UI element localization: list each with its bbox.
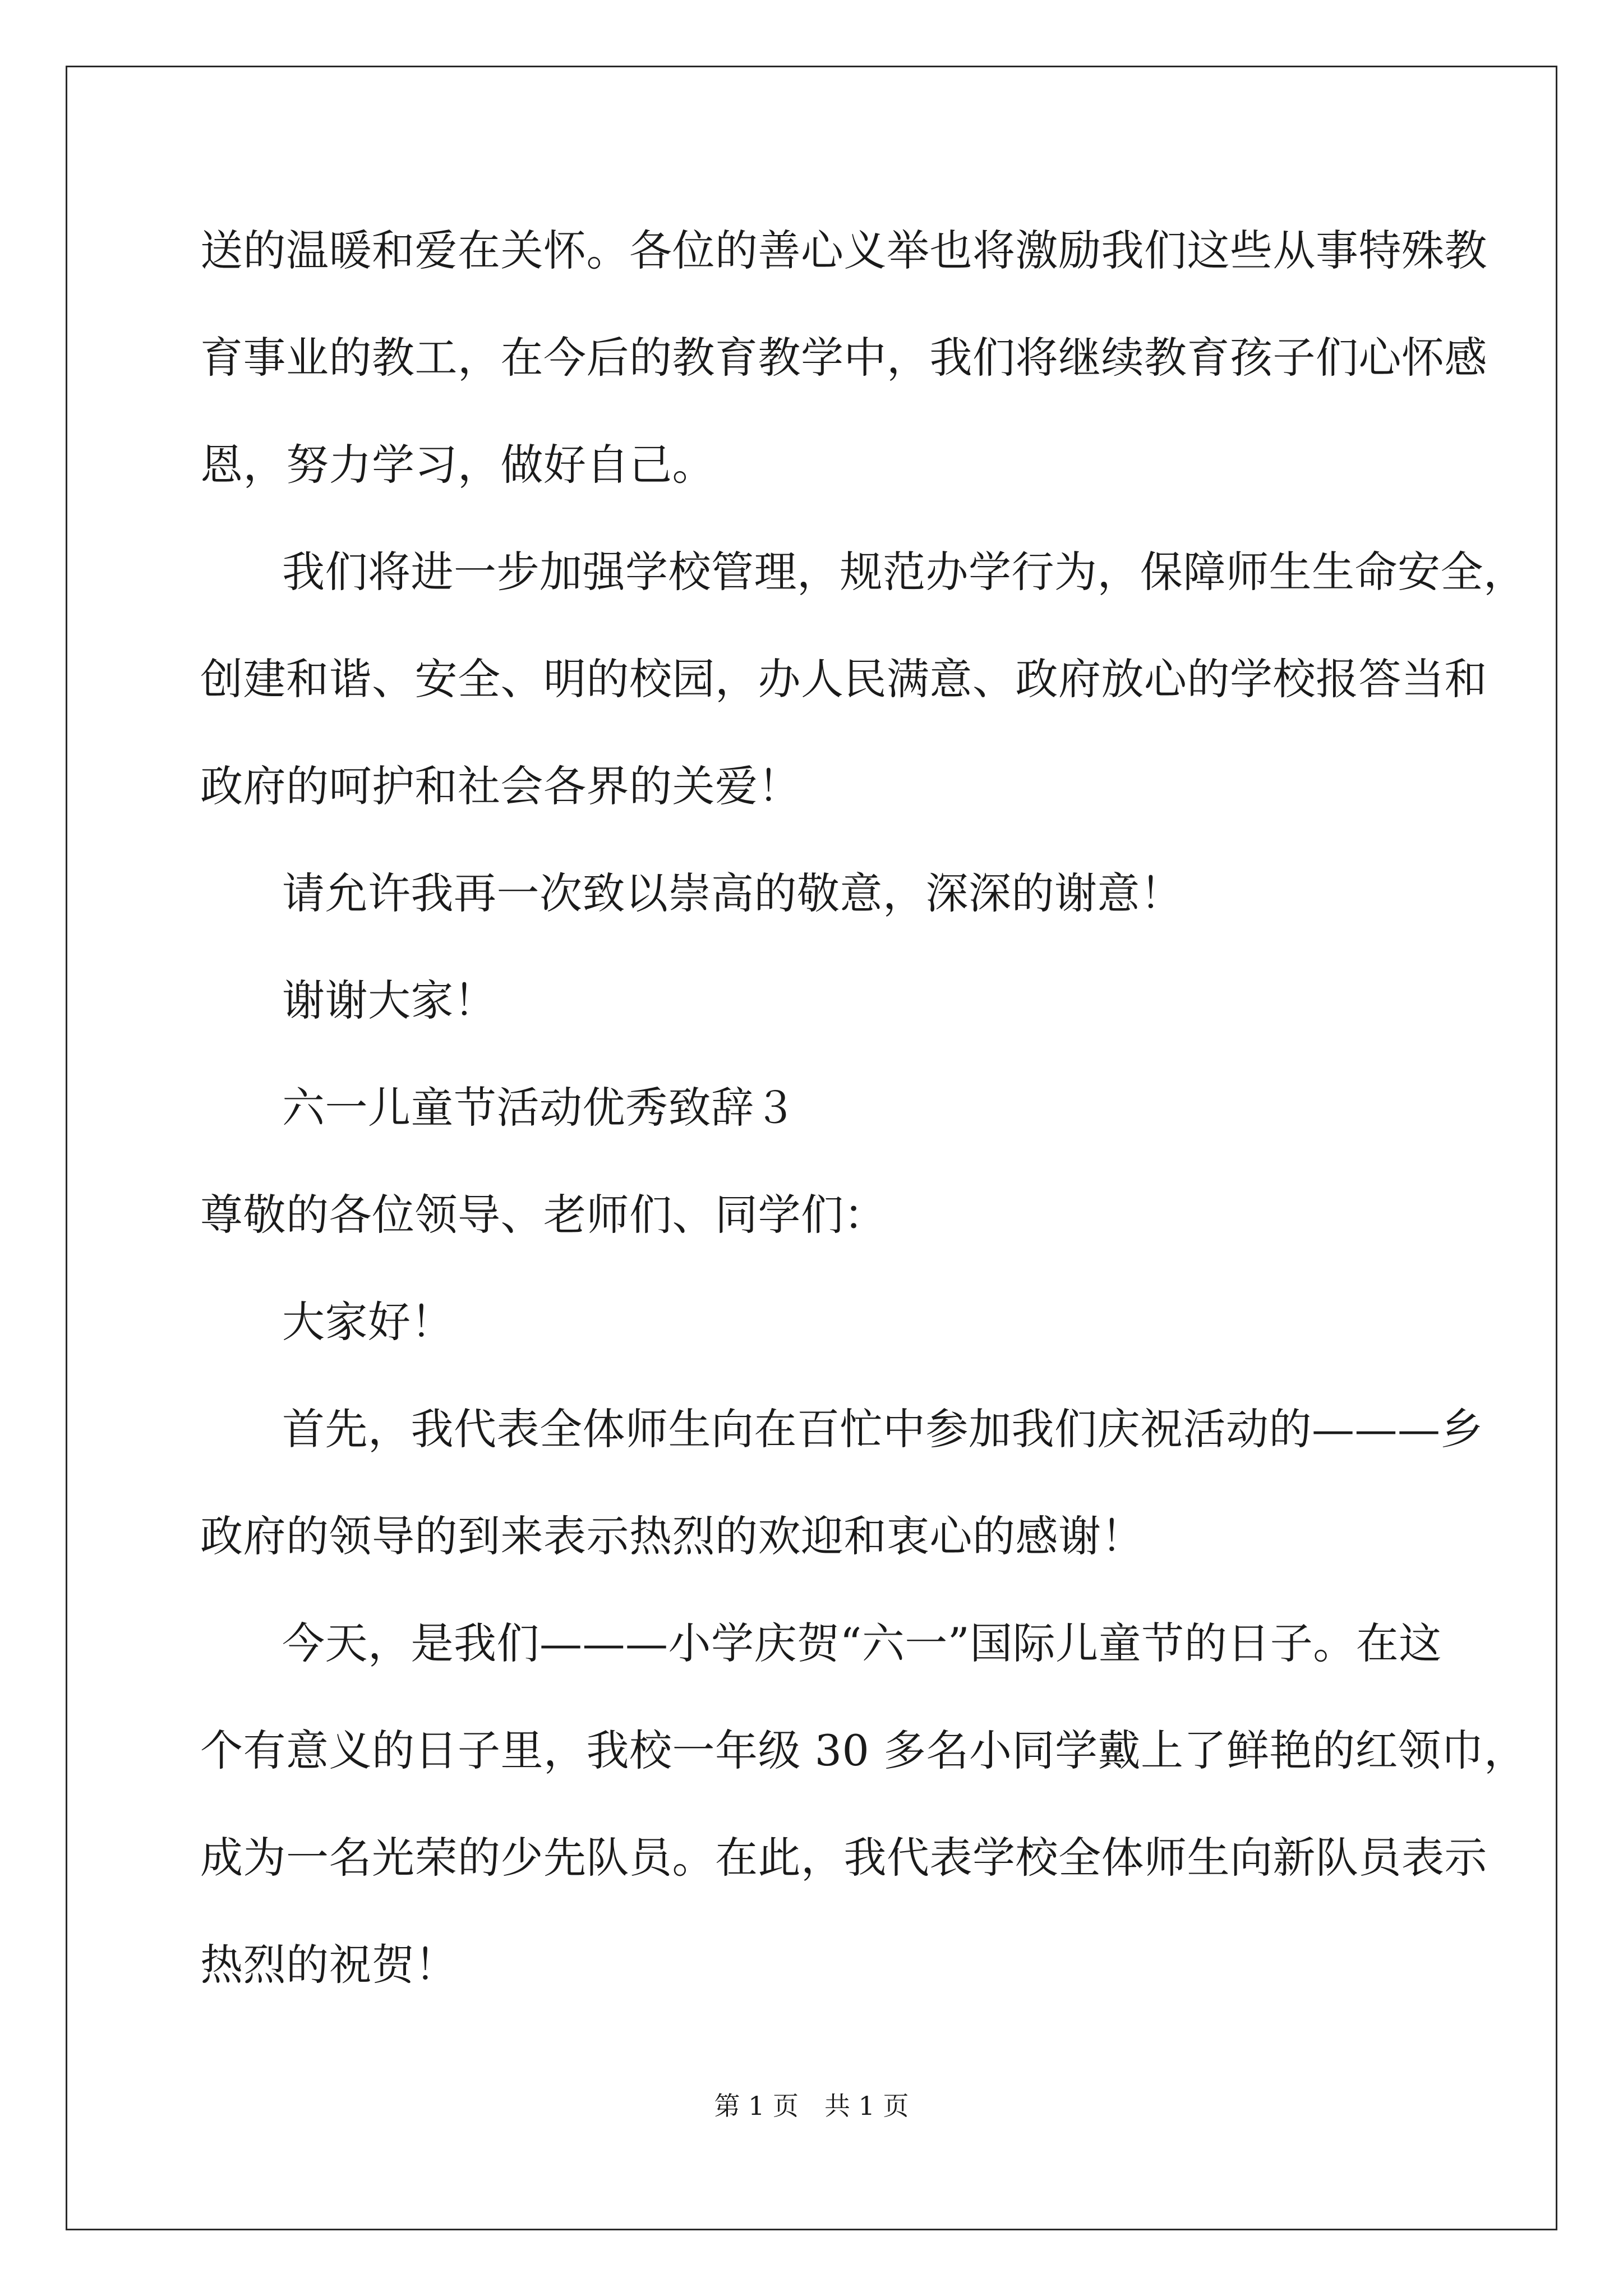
- paragraph-line: 创建和谐、安全、明的校园，办人民满意、政府放心的学校报答当和: [200, 654, 1487, 704]
- greeting: 大家好！: [282, 1297, 454, 1347]
- paragraph-line: 成为一名光荣的少先队员。在此，我代表学校全体师生向新队员表示: [200, 1833, 1487, 1883]
- page-border: [66, 66, 1557, 2230]
- paragraph-line: 育事业的教工，在今后的教育教学中，我们将继续教育孩子们心怀感: [200, 333, 1487, 383]
- paragraph-line: 我们将进一步加强学校管理，规范办学行为，保障师生生命安全，: [282, 547, 1527, 597]
- section-heading: 六一儿童节活动优秀致辞３: [282, 1083, 797, 1133]
- paragraph-line: 送的温暖和爱在关怀。各位的善心义举也将激励我们这些从事特殊教: [200, 226, 1487, 275]
- paragraph-line: 热烈的祝贺！: [200, 1940, 458, 1990]
- salutation: 尊敬的各位领导、老师们、同学们：: [200, 1190, 887, 1240]
- paragraph-line: 政府的呵护和社会各界的关爱！: [200, 761, 801, 811]
- paragraph-line: 请允许我再一次致以崇高的敬意，深深的谢意！: [282, 868, 1183, 918]
- paragraph-line: 谢谢大家！: [282, 976, 497, 1025]
- paragraph-line: 个有意义的日子里，我校一年级 30 多名小同学戴上了鲜艳的红领巾，: [200, 1726, 1527, 1775]
- paragraph-line: 恩，努力学习，做好自己。: [200, 440, 715, 490]
- paragraph-line: 首先，我代表全体师生向在百忙中参加我们庆祝活动的———乡: [282, 1404, 1483, 1454]
- paragraph-line: 政府的领导的到来表示热烈的欢迎和衷心的感谢！: [200, 1511, 1144, 1561]
- page-number-footer: 第 1 页 共 1 页: [714, 2091, 909, 2121]
- paragraph-line: 今天，是我们———小学庆贺“六一”国际儿童节的日子。在这: [282, 1618, 1442, 1668]
